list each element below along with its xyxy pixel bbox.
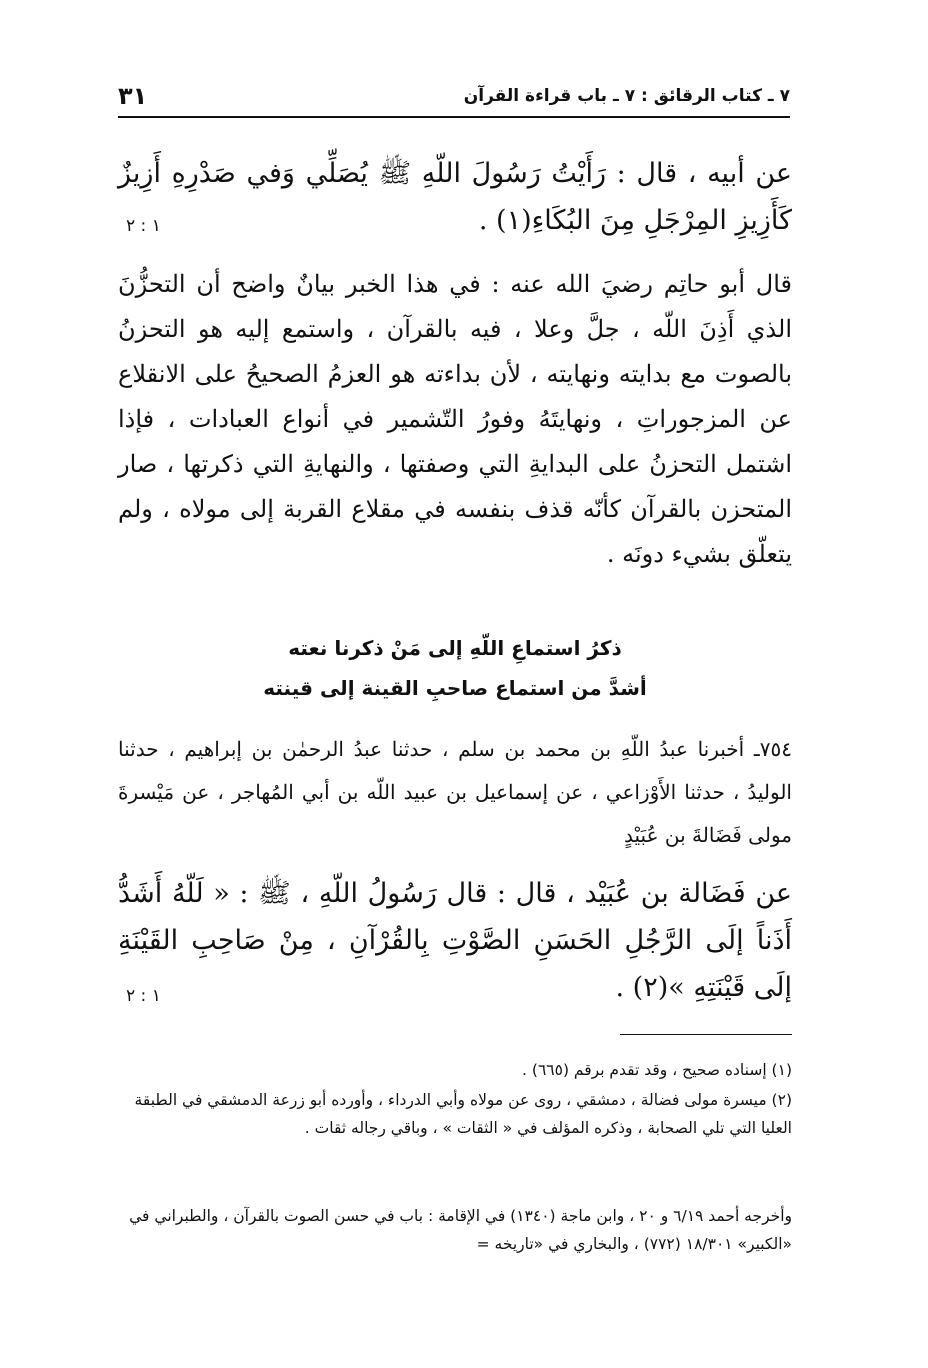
commentary-paragraph: قال أبو حاتِم رضيَ الله عنه : في هذا الخبر بيانٌ واضح أن التحزُّنَ الذي أَذِنَ اللّه ، جلَّ وعلا ، فيه بالقرآن ، واستمع إليه هو التحزنُ بالصوت مع بدايته ونهايته ، لأن بداءته هو العزمُ الصحيحُ على الانقلاع عن المزجوراتِ ، ونهايتَهُ وفورُ التّشمير في أنواع العبادات ، فإذا اشتمل التحزنُ على البدايةِ التي وصفتها ، والنهايةِ التي ذكرتها ، صار المتحزن بالقرآن كأنّه قذف بنفسه في مقلاع القربة إلى مولاه ، ولم يتعلّق بشيء دونَه .: [118, 270, 792, 568]
hadith-top-grade: ١ : ٢: [126, 216, 161, 236]
hadith-754-grade: ١ : ٢: [126, 986, 161, 1006]
hadith-754-chain: ٧٥٤ـ أخبرنا عبدُ اللّهِ بن محمد بن سلم ، حدثنا عبدُ الرحمٰن بن إبراهيم ، حدثنا الوليدُ ، حدثنا الأَوْزاعي ، عن إسماعيل بن عبيد اللّه بن أبي المُهاجر ، عن مَيْسرةَ مولى فَضَالةَ بن عُبَيْدٍ: [118, 737, 792, 847]
footnote-1: (١) إسناده صحيح ، وقد تقدم برقم (٦٦٥) .: [522, 1061, 792, 1079]
section-heading-line-2: أشدَّ من استماع صاحبِ القينة إلى قينته: [263, 676, 647, 700]
footnote-2-continued: وأخرجه أحمد ٦/١٩ و ٢٠ ، وابن ماجة (١٣٤٠) في الإقامة : باب في حسن الصوت بالقرآن ، والطبراني في «الكبير» ١٨/٣٠١ (٧٧٢) ، والبخاري في «تاريخه =: [129, 1207, 792, 1253]
hadith-754-text: عن فَضَالة بن عُبَيْد ، قال : قال رَسُولُ اللّهِ ، ﷺ : « لَلّهُ أَشَدُّ أَذَناً إلَى الرَّجُلِ الحَسَنِ الصَّوْتِ بِالقُرْآنِ ، مِنْ صَاحِبِ القَيْنَةِ إلَى قَيْنَتِهِ »(٢) .: [118, 878, 792, 1003]
running-header: [118, 82, 790, 118]
section-heading-line-1: ذكرُ استماعِ اللّهِ إلى مَنْ ذكرنا نعته: [288, 636, 622, 660]
page-number: ٣١: [118, 82, 148, 110]
hadith-top-text: عن أبيه ، قال : رَأَيْتُ رَسُولَ اللّهِ ﷺ يُصَلِّي وَفي صَدْرِهِ أَزِيزٌ كَأَزِيزِ المِرْجَلِ مِنَ البُكَاءِ(١) .: [118, 158, 792, 236]
header-title: ٧ ـ كتاب الرقائق : ٧ ـ باب قراءة القرآن: [463, 86, 790, 106]
footnote-2: (٢) ميسرة مولى فضالة ، دمشقي ، روى عن مولاه وأبي الدرداء ، وأورده أبو زرعة الدمشقي في الطبقة العليا التي تلي الصحابة ، وذكره المؤلف في « الثقات » ، وباقي رجاله ثقات .: [134, 1091, 792, 1137]
footnote-separator: [620, 1034, 792, 1035]
